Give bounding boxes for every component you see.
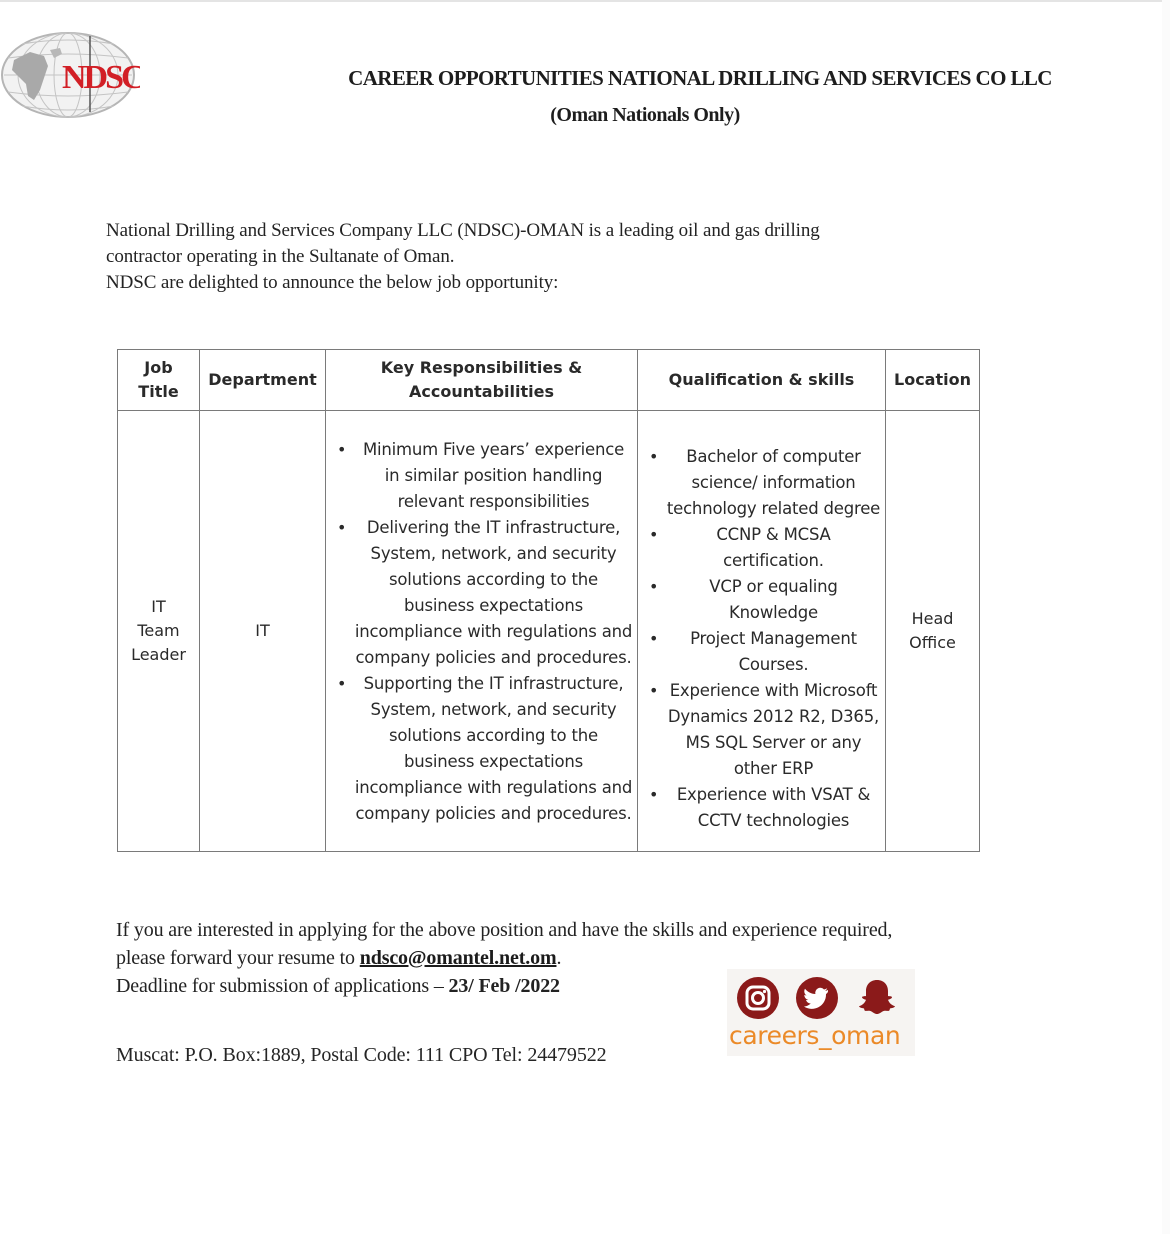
apply-line: If you are interested in applying for the above position and have the skills and experience required, [116, 919, 893, 941]
deadline-label: Deadline for submission of applications – [116, 975, 449, 997]
snapchat-icon[interactable] [855, 976, 899, 1020]
list-item: • Minimum Five years’ experience in similar position handling relevant responsibilities [336, 437, 633, 515]
table-header-row [118, 350, 980, 411]
responsibilities-list [336, 437, 633, 827]
list-item: • CCNP & MCSA certification. [648, 522, 881, 574]
address: Muscat: P.O. Box:1889, Postal Code: 111 CPO Tel: 24479522 [116, 1044, 607, 1066]
header-qualification: Qualification & skills [638, 350, 886, 411]
instagram-icon[interactable] [736, 976, 780, 1020]
email-link[interactable]: ndsco@omantel.net.om [359, 947, 557, 969]
logo-text: NDSC [62, 59, 140, 96]
social-handle: careers_oman [729, 1021, 901, 1050]
header-department: Department [200, 350, 326, 411]
job-title-text: Leader [131, 645, 186, 664]
globe-logo-icon [0, 28, 140, 122]
header-job-title [118, 350, 200, 411]
cell-responsibilities [326, 411, 638, 852]
right-edge [1162, 0, 1170, 1234]
ndsc-logo [0, 28, 140, 122]
cell-job-title [118, 411, 200, 852]
twitter-icon[interactable] [795, 976, 839, 1020]
page-title: CAREER OPPORTUNITIES NATIONAL DRILLING AND SERVICES CO LLC [348, 66, 1052, 90]
intro-line: National Drilling and Services Company LLC (NDSC)-OMAN is a leading oil and gas drilling [106, 220, 820, 241]
apply-text: . [556, 947, 562, 969]
list-item: • Delivering the IT infrastructure, System, network, and security solutions according to the business expectations incompliance with regulations and company policies and procedures. [336, 515, 633, 671]
header-text: Job [144, 358, 173, 377]
deadline-date: 23/ Feb /2022 [448, 975, 560, 997]
list-item: • Experience with Microsoft Dynamics 2012 R2, D365, MS SQL Server or any other ERP [648, 678, 881, 782]
location-text: Office [909, 633, 956, 652]
job-title-text: Team [137, 621, 180, 640]
job-table [117, 349, 980, 852]
intro-paragraph [106, 218, 926, 296]
page-subtitle: (Oman Nationals Only) [550, 104, 740, 126]
list-item: • VCP or equaling Knowledge [648, 574, 881, 626]
table-row [118, 411, 980, 852]
location-text: Head [911, 609, 954, 628]
list-item: • Experience with VSAT & CCTV technologies [648, 782, 881, 834]
header-responsibilities [326, 350, 638, 411]
list-item: • Project Management Courses. [648, 626, 881, 678]
social-badge [727, 969, 915, 1056]
cell-location [886, 411, 980, 852]
header-location: Location [886, 350, 980, 411]
list-item: • Bachelor of computer science/ information technology related degree [648, 444, 881, 522]
intro-line: NDSC are delighted to announce the below job opportunity: [106, 272, 559, 293]
qualifications-list [648, 444, 881, 834]
apply-text: please forward your resume to [116, 947, 360, 969]
job-title-text: IT [151, 597, 166, 616]
header-text: Title [138, 382, 179, 401]
cell-qualifications [638, 411, 886, 852]
header-text: Accountabilities [409, 382, 554, 401]
intro-line: contractor operating in the Sultanate of Oman. [106, 246, 455, 267]
list-item: • Supporting the IT infrastructure, System, network, and security solutions according to the business expectations incompliance with regulations and company policies and procedures. [336, 671, 633, 827]
cell-department: IT [200, 411, 326, 852]
apply-line [116, 944, 1016, 972]
top-border [0, 0, 1170, 2]
header-text: Key Responsibilities & [380, 358, 583, 377]
